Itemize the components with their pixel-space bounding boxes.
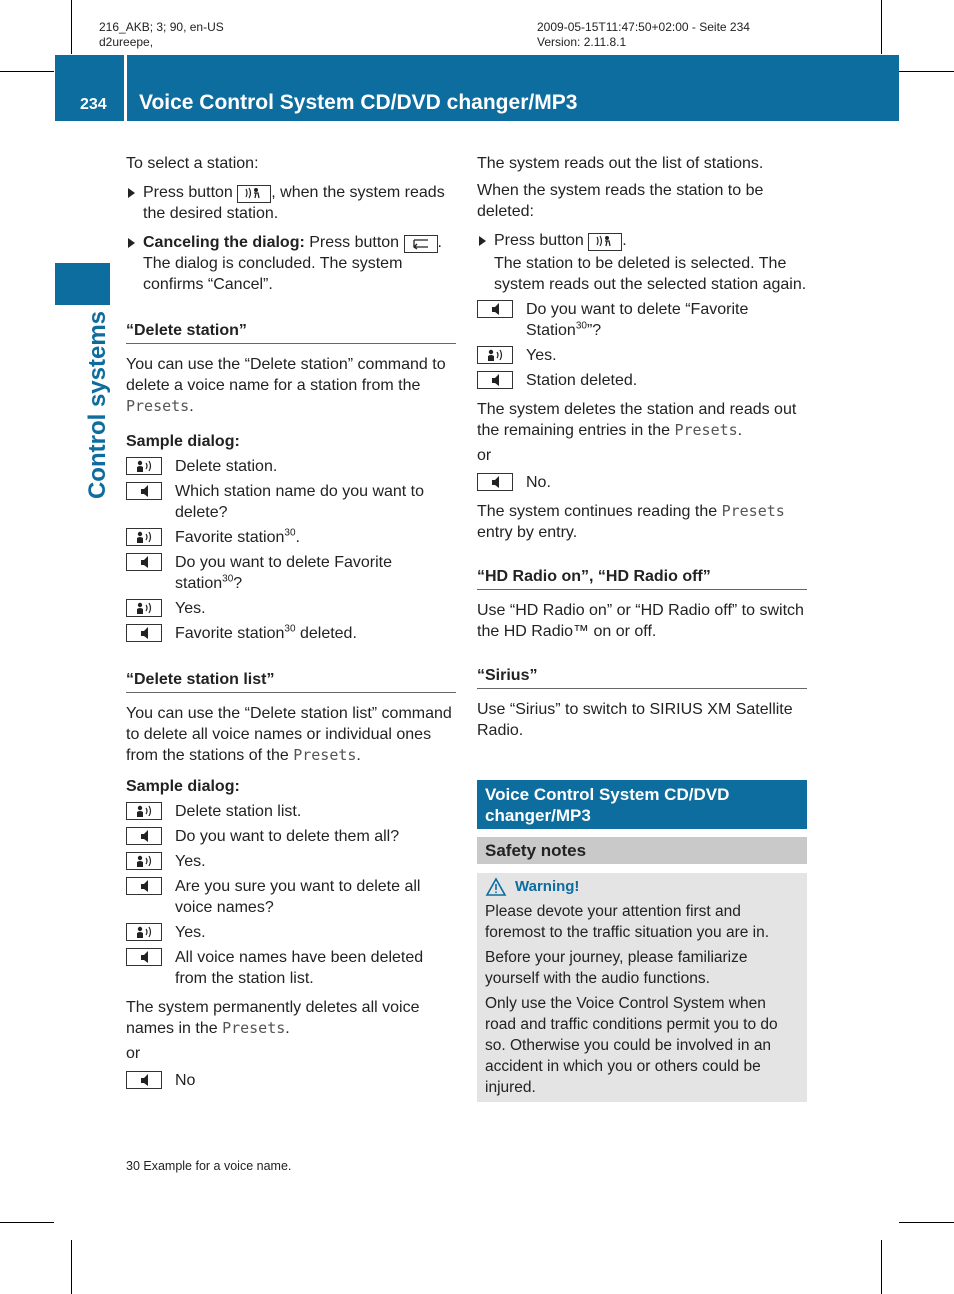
crop-mark xyxy=(899,71,954,72)
footnote-ref: 30 xyxy=(284,527,296,539)
dialog-row-system xyxy=(126,1070,456,1091)
delete-station-heading: “Delete station” xyxy=(126,321,456,344)
dialog-text: Delete station list. xyxy=(175,803,302,820)
speaker-icon xyxy=(126,827,162,845)
hd-radio-heading: “HD Radio on”, “HD Radio off” xyxy=(477,567,807,590)
text: . xyxy=(295,529,300,546)
step-item xyxy=(126,232,456,295)
dialog-text: Yes. xyxy=(175,853,206,870)
or-text: or xyxy=(126,1045,141,1062)
text: . xyxy=(737,422,743,439)
safety-notes-heading: Safety notes xyxy=(477,837,807,864)
presets-term: Presets xyxy=(674,421,738,439)
sample-dialog-label: Sample dialog: xyxy=(126,778,240,795)
speaker-icon xyxy=(126,482,162,500)
print-meta-left xyxy=(99,20,224,50)
warning-paragraph: Before your journey, please familiarize yourself with the audio functions. xyxy=(485,949,748,987)
step-arrow-icon xyxy=(128,188,135,198)
dialog-row-system xyxy=(477,472,807,493)
hd-radio-text: Use “HD Radio on” or “HD Radio off” to switch the HD Radio™ on or off. xyxy=(477,602,804,640)
user-speaks-icon xyxy=(126,923,162,941)
permanent-delete-text xyxy=(126,997,456,1039)
when-reads-text: When the system reads the station to be deleted: xyxy=(477,182,764,220)
dialog-list xyxy=(477,299,807,391)
user-speaks-icon xyxy=(126,802,162,820)
meta-line: 2009-05-15T11:47:50+02:00 - Seite 234 xyxy=(537,20,750,34)
dialog-text: Yes. xyxy=(175,600,206,617)
dialog-row-user xyxy=(126,922,456,943)
print-meta-right xyxy=(537,20,750,50)
crop-mark xyxy=(899,1222,954,1223)
dialog-text: Are you sure you want to delete all voice names? xyxy=(175,878,421,916)
presets-term: Presets xyxy=(126,397,190,415)
crop-mark xyxy=(71,0,72,54)
step-text: , when the system reads the desired station. xyxy=(143,184,445,222)
dialog-text: Do you want to delete them all? xyxy=(175,828,400,845)
back-button-icon xyxy=(404,235,438,253)
dialog-text: Delete station. xyxy=(175,458,278,475)
step-bold-label: Canceling the dialog: xyxy=(143,234,305,251)
warning-label: Warning! xyxy=(515,878,580,895)
step-text: . xyxy=(622,232,627,249)
text: ”? xyxy=(586,322,602,339)
presets-term: Presets xyxy=(721,502,785,520)
text: . xyxy=(189,398,194,415)
meta-line: d2ureepe, xyxy=(99,35,154,49)
dialog-row-system xyxy=(477,299,807,341)
dialog-text xyxy=(175,552,456,594)
dialog-row-system xyxy=(126,481,456,523)
text: deleted. xyxy=(295,625,357,642)
footnote-ref: 30 xyxy=(222,573,234,585)
dialog-text: Which station name do you want to delete? xyxy=(175,483,425,521)
text: . xyxy=(285,1020,290,1037)
dialog-row-user xyxy=(126,456,456,477)
step-arrow-icon xyxy=(479,236,486,246)
step-item xyxy=(477,230,807,295)
warning-paragraph: Only use the Voice Control System when road and traffic conditions permit you to do so. Otherwise you could be involved in an accident in which you or others could be injured. xyxy=(485,995,778,1096)
talk-button-icon xyxy=(237,185,271,203)
text: The system deletes the station and reads out the remaining entries in the xyxy=(477,401,797,439)
speaker-icon xyxy=(126,1071,162,1089)
dialog-row-system xyxy=(126,623,456,644)
user-speaks-icon xyxy=(126,599,162,617)
speaker-icon xyxy=(126,877,162,895)
dialog-row-system xyxy=(126,876,456,918)
sirius-text: Use “Sirius” to switch to SIRIUS XM Satellite Radio. xyxy=(477,701,793,739)
warning-box xyxy=(477,873,807,1102)
dialog-row-system xyxy=(126,826,456,847)
step-text: Press button xyxy=(304,234,404,251)
user-speaks-icon xyxy=(126,457,162,475)
delete-station-text xyxy=(126,354,456,417)
right-column xyxy=(477,153,807,1102)
dialog-text: Yes. xyxy=(526,347,557,364)
side-chapter-title: Control systems xyxy=(84,310,111,500)
step-text: Press button xyxy=(494,232,589,249)
speaker-icon xyxy=(126,948,162,966)
footnote: 30 Example for a voice name. xyxy=(126,1159,292,1173)
speaker-icon xyxy=(477,300,513,318)
speaker-icon xyxy=(126,553,162,571)
dialog-list xyxy=(126,801,456,989)
dialog-row-user xyxy=(126,851,456,872)
page-number: 234 xyxy=(80,96,107,113)
reads-list-text: The system reads out the list of stations. xyxy=(477,155,764,172)
step-arrow-icon xyxy=(128,238,135,248)
meta-line: 216_AKB; 3; 90, en-US xyxy=(99,20,224,34)
step-text: . The dialog is concluded. The system confirms “Cancel”. xyxy=(143,234,442,293)
dialog-row-system xyxy=(126,552,456,594)
text: . xyxy=(356,747,361,764)
text: The system continues reading the xyxy=(477,503,722,520)
presets-term: Presets xyxy=(293,746,357,764)
text: entry by entry. xyxy=(477,524,578,541)
warning-paragraph: Please devote your attention first and foremost to the traffic situation you are in. xyxy=(485,903,770,941)
text: You can use the “Delete station” command to delete a voice name for a station from the xyxy=(126,356,446,394)
section-title: Voice Control System CD/DVD changer/MP3 xyxy=(477,780,807,829)
side-tab xyxy=(55,263,110,305)
text: Do you want to delete Favorite station xyxy=(175,554,393,592)
text: The system permanently deletes all voice names in the xyxy=(126,999,420,1037)
left-column xyxy=(126,153,456,1091)
crop-mark xyxy=(71,1240,72,1294)
talk-button-icon xyxy=(588,233,622,251)
speaker-icon xyxy=(477,473,513,491)
dialog-text: Yes. xyxy=(175,924,206,941)
user-speaks-icon xyxy=(126,528,162,546)
dialog-text xyxy=(175,527,456,548)
user-speaks-icon xyxy=(126,852,162,870)
footnote-ref: 30 xyxy=(284,623,296,635)
dialog-list xyxy=(126,456,456,644)
step-result: The station to be deleted is selected. The system reads out the selected station again. xyxy=(494,255,807,293)
footnote-ref: 30 xyxy=(575,320,587,332)
dialog-text xyxy=(526,299,807,341)
delete-station-list-heading: “Delete station list” xyxy=(126,670,456,693)
dialog-row-system xyxy=(126,947,456,989)
text: ? xyxy=(233,575,243,592)
sirius-heading: “Sirius” xyxy=(477,666,807,689)
dialog-text xyxy=(175,623,456,644)
dialog-text: No. xyxy=(526,474,551,491)
text: Favorite station xyxy=(175,625,285,642)
dialog-text: All voice names have been deleted from the station list. xyxy=(175,949,424,987)
dialog-row-system xyxy=(477,370,807,391)
presets-term: Presets xyxy=(222,1019,286,1037)
crop-mark xyxy=(881,1240,882,1294)
sample-dialog-label: Sample dialog: xyxy=(126,433,240,450)
crop-mark xyxy=(0,71,54,72)
header-separator xyxy=(124,55,127,121)
dialog-row-user xyxy=(126,801,456,822)
step-text: Press button xyxy=(143,184,238,201)
continues-text xyxy=(477,501,807,543)
dialog-text: No xyxy=(175,1072,196,1089)
dialog-row-user xyxy=(126,527,456,548)
dialog-row-user xyxy=(477,345,807,366)
dialog-row-user xyxy=(126,598,456,619)
text: Favorite station xyxy=(175,529,285,546)
user-speaks-icon xyxy=(477,346,513,364)
or-text: or xyxy=(477,447,492,464)
text: Do you want to delete “Favorite Station xyxy=(526,301,749,339)
delete-station-list-text xyxy=(126,703,456,766)
deletes-text xyxy=(477,399,807,441)
crop-mark xyxy=(881,0,882,54)
crop-mark xyxy=(0,1222,54,1223)
speaker-icon xyxy=(126,624,162,642)
warning-triangle-icon xyxy=(485,877,507,897)
step-item xyxy=(126,182,456,224)
select-station-intro: To select a station: xyxy=(126,155,259,172)
dialog-text: Station deleted. xyxy=(526,372,638,389)
text: You can use the “Delete station list” command to delete all voice names or individual ones from the stations of the xyxy=(126,705,452,764)
meta-line: Version: 2.11.8.1 xyxy=(537,35,627,49)
warning-title xyxy=(485,877,799,897)
speaker-icon xyxy=(477,371,513,389)
page-title: Voice Control System CD/DVD changer/MP3 xyxy=(139,91,578,114)
